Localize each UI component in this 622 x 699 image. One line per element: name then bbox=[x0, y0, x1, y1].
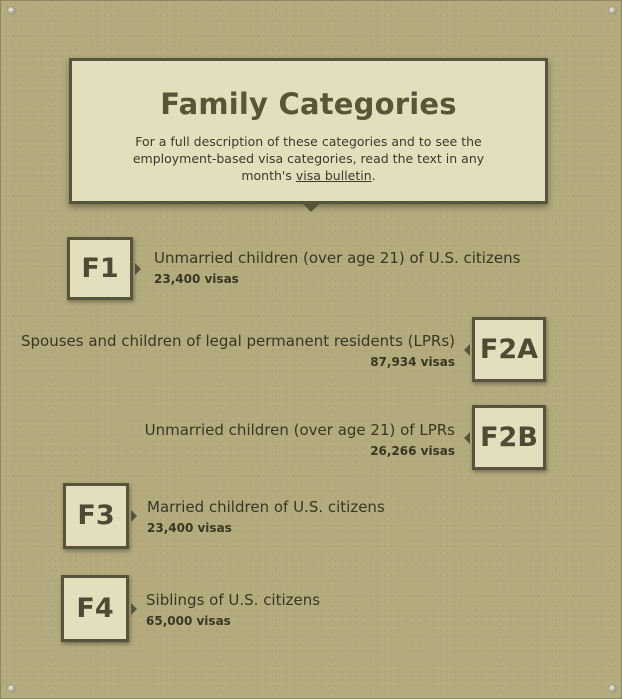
category-code-f1 bbox=[67, 237, 133, 300]
category-name: Unmarried children (over age 21) of U.S. citizens bbox=[154, 249, 521, 267]
visa-count: 23,400 visas bbox=[147, 521, 232, 535]
category-entry-f3 bbox=[147, 498, 385, 535]
header-description bbox=[119, 133, 499, 184]
page-title: Family Categories bbox=[160, 87, 457, 121]
thumbtack-icon bbox=[609, 7, 616, 14]
visa-count: 26,266 visas bbox=[370, 444, 455, 458]
category-entry-f2b bbox=[145, 421, 455, 458]
visa-bulletin-link[interactable]: visa bulletin bbox=[295, 168, 372, 183]
thumbtack-icon bbox=[609, 685, 616, 692]
code-label: F4 bbox=[76, 593, 114, 624]
code-label: F2A bbox=[479, 334, 539, 365]
visa-count: 23,400 visas bbox=[154, 272, 239, 286]
thumbtack-icon bbox=[8, 7, 15, 14]
category-entry-f2a bbox=[21, 332, 455, 369]
code-label: F2B bbox=[480, 422, 538, 453]
category-code-f2a bbox=[472, 317, 546, 382]
code-label: F3 bbox=[77, 500, 115, 531]
visa-count: 65,000 visas bbox=[146, 614, 231, 628]
category-entry-f4 bbox=[146, 591, 320, 628]
category-name: Married children of U.S. citizens bbox=[147, 498, 385, 516]
category-entry-f1 bbox=[154, 249, 520, 286]
description-suffix: . bbox=[371, 168, 376, 183]
header-card bbox=[69, 58, 548, 204]
visa-count: 87,934 visas bbox=[370, 355, 455, 369]
category-name: Siblings of U.S. citizens bbox=[146, 591, 321, 609]
category-code-f2b bbox=[472, 405, 546, 470]
description-text: For a full description of these categories and to see the employment-based visa categories, read the text in any month's bbox=[132, 134, 485, 183]
category-code-f3 bbox=[63, 483, 129, 549]
code-label: F1 bbox=[81, 253, 119, 284]
thumbtack-icon bbox=[8, 685, 15, 692]
category-name: Spouses and children of legal permanent residents (LPRs) bbox=[20, 332, 455, 350]
category-name: Unmarried children (over age 21) of LPRs bbox=[144, 421, 455, 439]
category-code-f4 bbox=[61, 575, 129, 642]
